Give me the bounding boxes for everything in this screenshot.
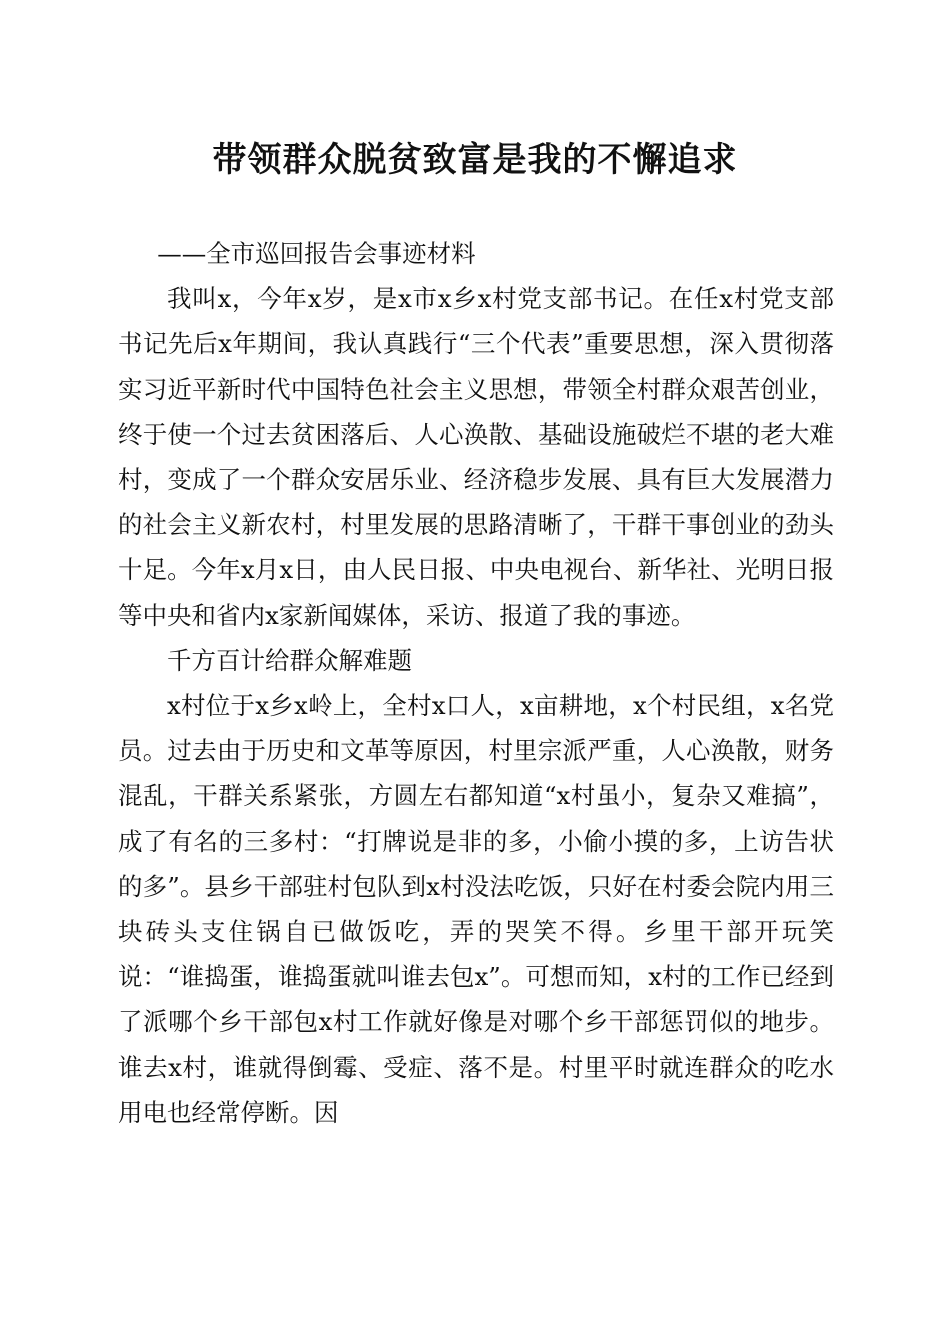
document-title: 带领群众脱贫致富是我的不懈追求 — [212, 140, 738, 180]
document-subtitle: ——全市巡回报告会事迹材料 — [157, 239, 476, 268]
paragraph-village-history: x村位于x乡x岭上，全村x口人，x亩耕地，x个村民组，x名党员。过去由于历史和文革等原因，村里宗派严重，人心涣散，财务混乱，干群关系紧张，方圆左右都知道“x村虽小，复杂又难搞”，成了有名的三多村：“打牌说是非的多，小偷小摸的多，上访告状的多”。县乡干部驻村包队到x村没法吃饭，只好在村委会院内用三块砖头支住锅自已做饭吃，弄的哭笑不得。乡里干部开玩笑说：“谁捣蛋，谁捣蛋就叫谁去包x”。可想而知，x村的工作已经到了派哪个乡干部包x村工作就好像是对哪个乡干部惩罚似的地步。谁去x村，谁就得倒霉、受症、落不是。村里平时就连群众的吃水用电也经常停断。因 — [118, 691, 834, 1127]
document-body — [118, 231, 834, 1135]
section-heading: 千方百计给群众解难题 — [167, 645, 412, 675]
paragraph-intro: 我叫x，今年x岁，是x市x乡x村党支部书记。在任x村党支部书记先后x年期间，我认真践行“三个代表”重要思想，深入贯彻落实习近平新时代中国特色社会主义思想，带领全村群众艰苦创业，终于使一个过去贫困落后、人心涣散、基础设施破烂不堪的老大难村，变成了一个群众安居乐业、经济稳步发展、具有巨大发展潜力的社会主义新农村，村里发展的思路清晰了，干群干事创业的劲头十足。今年x月x日，由人民日报、中央电视台、新华社、光明日报等中央和省内x家新闻媒体，采访、报道了我的事迹。 — [118, 284, 834, 630]
